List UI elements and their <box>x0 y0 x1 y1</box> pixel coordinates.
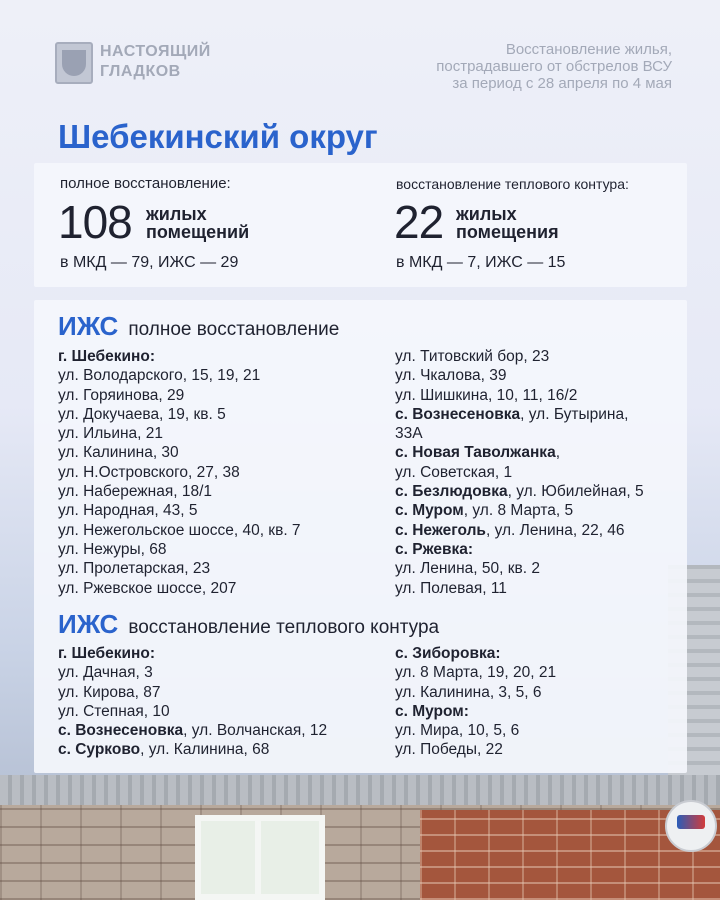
address-item <box>58 386 301 405</box>
address-text: , ул. Калинина, 68 <box>140 741 270 759</box>
address-text: 33А <box>395 425 423 443</box>
address-item <box>395 366 644 385</box>
address-item <box>395 559 644 578</box>
address-item <box>395 405 644 424</box>
address-item <box>395 644 556 663</box>
address-text: ул. Ленина, 50, кв. 2 <box>395 560 540 578</box>
section-full-title: полное восстановление <box>128 319 340 340</box>
stat-full-unit-2: помещений <box>146 222 250 242</box>
address-item <box>58 683 327 702</box>
address-text: ул. Мира, 10, 5, 6 <box>395 722 520 740</box>
coat-of-arms-shield-icon <box>62 50 86 76</box>
section-thermal-title: восстановление теплового контура <box>128 617 440 638</box>
address-item <box>58 405 301 424</box>
stat-full-breakdown: в МКД — 79, ИЖС — 29 <box>60 254 239 271</box>
address-item <box>58 501 301 520</box>
stat-full-label-text: полное восстановление: <box>60 175 231 192</box>
address-text: ул. Ржевское шоссе, 207 <box>58 579 237 597</box>
address-item <box>58 366 301 385</box>
address-locality: с. Муром: <box>395 702 469 720</box>
address-item <box>58 540 301 559</box>
address-text: ул. Победы, 22 <box>395 741 503 759</box>
address-text: ул. Володарского, 15, 19, 21 <box>58 367 261 385</box>
address-text: ул. Нежуры, 68 <box>58 540 167 558</box>
address-text: ул. Чкалова, 39 <box>395 367 507 385</box>
address-item <box>395 521 644 540</box>
address-item <box>58 521 301 540</box>
header-note-line-1: Восстановление жилья, <box>505 41 672 58</box>
header-note <box>436 41 672 92</box>
address-item <box>395 463 644 482</box>
address-text: ул. Кирова, 87 <box>58 683 161 701</box>
address-item <box>58 740 327 759</box>
address-locality: с. Вознесеновка <box>395 405 521 423</box>
address-item <box>395 740 556 759</box>
address-text: ул. Горяинова, 29 <box>58 386 185 404</box>
address-text: , ул. Юбилейная, 5 <box>507 483 644 501</box>
address-locality: с. Зиборовка: <box>395 645 501 662</box>
address-text: ул. Шишкина, 10, 11, 16/2 <box>395 386 578 404</box>
stat-full-number: 108 <box>58 196 132 248</box>
section-thermal-heading <box>58 609 439 640</box>
section-thermal-left-list <box>58 644 327 760</box>
address-item <box>395 579 644 598</box>
address-item <box>395 501 644 520</box>
header-note-line-2: пострадавшего от обстрелов ВСУ <box>436 58 672 75</box>
background-roof <box>0 775 720 805</box>
address-locality: с. Ржевка: <box>395 540 474 558</box>
address-item <box>395 386 644 405</box>
address-item <box>395 702 556 721</box>
address-item <box>58 559 301 578</box>
address-item <box>395 443 644 462</box>
brand-line-1: НАСТОЯЩИЙ <box>100 43 211 60</box>
address-item <box>58 424 301 443</box>
dish-logo-icon <box>677 815 705 829</box>
address-locality: г. Шебекино: <box>58 645 155 662</box>
address-locality: с. Сурково <box>58 741 141 759</box>
background-window-frame <box>255 815 261 900</box>
stat-thermal-unit-2: помещения <box>456 222 559 242</box>
stat-thermal-label-text: восстановление теплового контура: <box>396 176 629 192</box>
address-locality: с. Нежеголь <box>395 521 486 539</box>
address-text: ул. Советская, 1 <box>395 463 513 481</box>
brand-name <box>100 42 211 82</box>
address-item <box>395 482 644 501</box>
section-thermal-right-list <box>395 644 556 760</box>
section-full-right-list <box>395 347 644 598</box>
address-text: ул. Народная, 43, 5 <box>58 502 198 520</box>
address-item <box>395 683 556 702</box>
address-item <box>395 347 644 366</box>
address-text: , ул. Ленина, 22, 46 <box>485 521 625 539</box>
stat-thermal-label <box>396 176 629 192</box>
address-item <box>395 424 644 443</box>
address-text: ул. Нежегольское шоссе, 40, кв. 7 <box>58 521 301 539</box>
address-text: ул. Н.Островского, 27, 38 <box>58 463 240 481</box>
address-item <box>395 540 644 559</box>
address-text: ул. Степная, 10 <box>58 702 170 720</box>
stat-thermal-number: 22 <box>394 196 444 248</box>
address-item <box>58 579 301 598</box>
district-title: Шебекинский округ <box>58 118 378 155</box>
address-item <box>58 443 301 462</box>
section-full-heading <box>58 311 339 342</box>
address-text: ул. Калинина, 3, 5, 6 <box>395 683 542 701</box>
address-locality: г. Шебекино: <box>58 348 155 365</box>
address-text: ул. Ильина, 21 <box>58 425 164 443</box>
address-text: , ул. 8 Марта, 5 <box>463 502 574 520</box>
address-item <box>58 663 327 682</box>
address-text: ул. Калинина, 30 <box>58 444 179 462</box>
address-item <box>395 721 556 740</box>
stat-full-unit-1: жилых <box>146 204 207 224</box>
address-text: , ул. Волчанская, 12 <box>183 722 328 740</box>
address-item <box>58 463 301 482</box>
address-locality: с. Безлюдовка <box>395 483 508 501</box>
stat-full-label <box>60 175 231 192</box>
address-locality: с. Новая Таволжанка <box>395 444 556 462</box>
address-text: , ул. Бутырина, <box>520 405 629 423</box>
address-item <box>58 721 327 740</box>
address-text: ул. Набережная, 18/1 <box>58 483 212 501</box>
address-item <box>58 702 327 721</box>
stat-thermal-breakdown: в МКД — 7, ИЖС — 15 <box>396 254 566 271</box>
address-text: ул. Дачная, 3 <box>58 664 153 682</box>
address-text: ул. Пролетарская, 23 <box>58 560 211 578</box>
address-text: ул. Докучаева, 19, кв. 5 <box>58 405 226 423</box>
address-item <box>58 482 301 501</box>
header-note-line-3: за период с 28 апреля по 4 мая <box>452 75 672 92</box>
section-full-left-list <box>58 347 301 598</box>
address-text: ул. Титовский бор, 23 <box>395 348 550 365</box>
address-text: , <box>555 444 560 462</box>
address-locality: с. Муром <box>395 502 464 520</box>
address-locality: с. Вознесеновка <box>58 722 184 740</box>
stat-thermal-unit-1: жилых <box>456 204 517 224</box>
address-text: ул. 8 Марта, 19, 20, 21 <box>395 664 557 682</box>
address-item <box>58 347 301 366</box>
section-thermal-tag: ИЖС <box>58 609 119 639</box>
section-full-tag: ИЖС <box>58 311 119 341</box>
address-item <box>58 644 327 663</box>
address-text: ул. Полевая, 11 <box>395 579 507 597</box>
brand-line-2: ГЛАДКОВ <box>100 63 181 80</box>
address-item <box>395 663 556 682</box>
